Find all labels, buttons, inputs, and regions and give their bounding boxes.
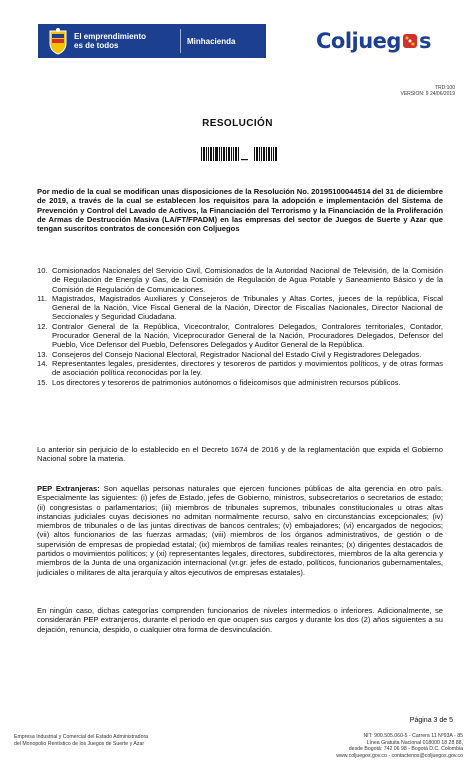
pep-definition: Son aquellas personas naturales que ejercen funciones públicas de alta gerencia en otro país. Especialmente las siguientes: (i) jefes de Estado, jefes de Gobierno, ministros, subsecretarios o secretarios de estado; (ii) congresistas o parlamentarios; (iii) miembros de tribunales supremos, tribunales constitucionales u otras altas instancias judiciales cuyas decisiones no admitan normalmente recurso, salvo en circunstancias excepcionales; (iv) miembros de tribunales o de las juntas directivas de bancos centrales; (v) embajadores; (vi) encargados de negocios; (vii) altos funcionarios de las fuerzas armadas; (viii) miembros de los órganos administrativos, de gestión o de supervisión de empresas de propiedad estatal; (ix) miembros de familias reales reinantes; (x) dirigentes destacados de partidos o movimientos políticos; y (xi) representantes legales, directores, subdirectores, miembros de la alta gerencia y miembros de la Junta de una organización internacional (vr.gr. jefes de estado, políticos, funcionarios gubernamentales, judiciales o militares de alta jerarquía y altos ejecutivos de empresas estatales). xyxy=(37,484,443,577)
item-text: Los directores y tesoreros de patrimonios autónomos o fideicomisos que administren recursos públicos. xyxy=(52,377,401,387)
logo-text-end: s xyxy=(418,29,432,53)
list-item xyxy=(37,294,443,322)
footer-company-line-1: Empresa Industrial y Comercial del Estado Administradora xyxy=(14,734,149,740)
version-label: VERSION: 9 24/06/2019 xyxy=(400,91,455,97)
item-number: 10. xyxy=(37,266,48,275)
item-number: 14. xyxy=(37,358,48,368)
list-item xyxy=(37,266,443,294)
item-text: Magistrados, Magistrados Auxiliares y Consejeros de Tribunales y Altas Cortes, jueces de la república, Fiscal General de la Nación, Vice Fiscal General de la Nación, Director de Fiscalías Nacionales, Director Nacional de Seccionales y Seguridad Ciudadana. xyxy=(52,293,443,322)
list-item xyxy=(37,378,443,387)
page-header xyxy=(0,0,475,72)
decree-paragraph: Lo anterior sin perjuicio de lo establecido en el Decreto 1674 de 2016 y de la reglamentación que expida el Gobierno Nacional sobre la materia. xyxy=(37,445,443,464)
item-text: Contralor General de la República, Vicecontralor, Contralores Delegados, Contralores territoriales, Contador, Procurador General de la Nación, Viceprocurador General de la Nación, Procuradores Delegados, Defensor del Pueblo, Vice Defensor del Pueblo, Defensores Delegados y Auditor General de la República. xyxy=(52,321,443,350)
pep-term: PEP Extranjeras: xyxy=(37,484,100,493)
item-text: Comisionados Nacionales del Servicio Civil, Comisionados de la Autoridad Nacional de Televisión, de la Comisión de Regulación de Energía y Gas, de la Comisión de Regulación de Agua Potable y Saneamiento Básico y de la Comisión de Regulación de Comunicaciones. xyxy=(52,266,443,294)
ministry-label: Minhacienda xyxy=(187,36,236,46)
item-text: Representantes legales, presidentes, directores y tesoreros de partidos y movimientos políticos, y de otras formas de asociación política reconocidas por la ley. xyxy=(52,358,443,378)
slogan-line-1: El emprendimiento xyxy=(74,32,147,41)
banner-slogan xyxy=(74,32,174,50)
list-item xyxy=(37,322,443,350)
barcode-image xyxy=(201,147,277,161)
dice-icon xyxy=(402,33,418,49)
pep-foreign-paragraph xyxy=(37,484,443,577)
list-item xyxy=(37,359,443,378)
coljuegos-logo xyxy=(316,26,431,56)
item-number: 13. xyxy=(37,349,48,359)
page-number: Página 3 de 5 xyxy=(409,717,453,724)
footer-company xyxy=(14,734,148,747)
document-reference xyxy=(401,85,455,97)
slogan-line-2: es de todos xyxy=(74,41,119,50)
pep-list xyxy=(37,266,443,387)
item-number: 11. xyxy=(37,293,47,303)
logo-text: Coljueg xyxy=(316,29,401,53)
government-banner xyxy=(38,24,266,58)
exclusion-paragraph: En ningún caso, dichas categorías comprenden funcionarios de niveles intermedios o inferiores. Adicionalmente, se considerarán PEP extranjeros, durante el periodo en que ocupen sus cargos y durante los dos (2) años siguientes a su dejación, renuncia, despido, o cualquier otra forma de desvinculación. xyxy=(37,606,443,634)
resolution-summary: Por medio de la cual se modifican unas disposiciones de la Resolución No. 20195100044514 del 31 de diciembre de 2019, a través de la cual se establecen los requisitos para la adopción e implementación del Sistema de Prevención y Control del Lavado de Activos, la Financiación del Terrorismo y la Financiación de la Proliferación de Armas de Destrucción Masiva (LA/FT/FPADM) en las empresas del sector de Juegos de Suerte y Azar que tengan suscritos contratos de concesión con Coljuegos xyxy=(37,187,443,234)
item-number: 15. xyxy=(37,377,48,387)
footer-toll-free: Línea Gratuita Nacional 018000 18 28 88, xyxy=(366,739,463,746)
footer-nit-address: NIT: 900.505.060-5 - Carrera 11 Nº93A - 85 xyxy=(363,733,463,739)
footer-company-line-2: del Monopolio Rentístico de los Juegos de Suerte y Azar xyxy=(14,740,145,747)
trd-code: TRD:100 xyxy=(434,85,455,91)
footer-contact xyxy=(336,733,463,759)
footer-web-email: www.coljuegos.gov.co - contactenos@coljuegos.gov.co xyxy=(336,752,463,759)
item-text: Consejeros del Consejo Nacional Electoral, Registrador Nacional del Estado Civil y Registradores Delegados. xyxy=(52,349,422,359)
banner-divider xyxy=(180,29,181,53)
document-title: RESOLUCIÓN xyxy=(202,118,273,129)
footer-phone: desde Bogotá: 742 06 98 - Bogotá D.C. Colombia xyxy=(348,746,463,752)
item-number: 12. xyxy=(37,321,48,331)
coat-of-arms-icon xyxy=(46,27,70,55)
list-item xyxy=(37,350,443,359)
